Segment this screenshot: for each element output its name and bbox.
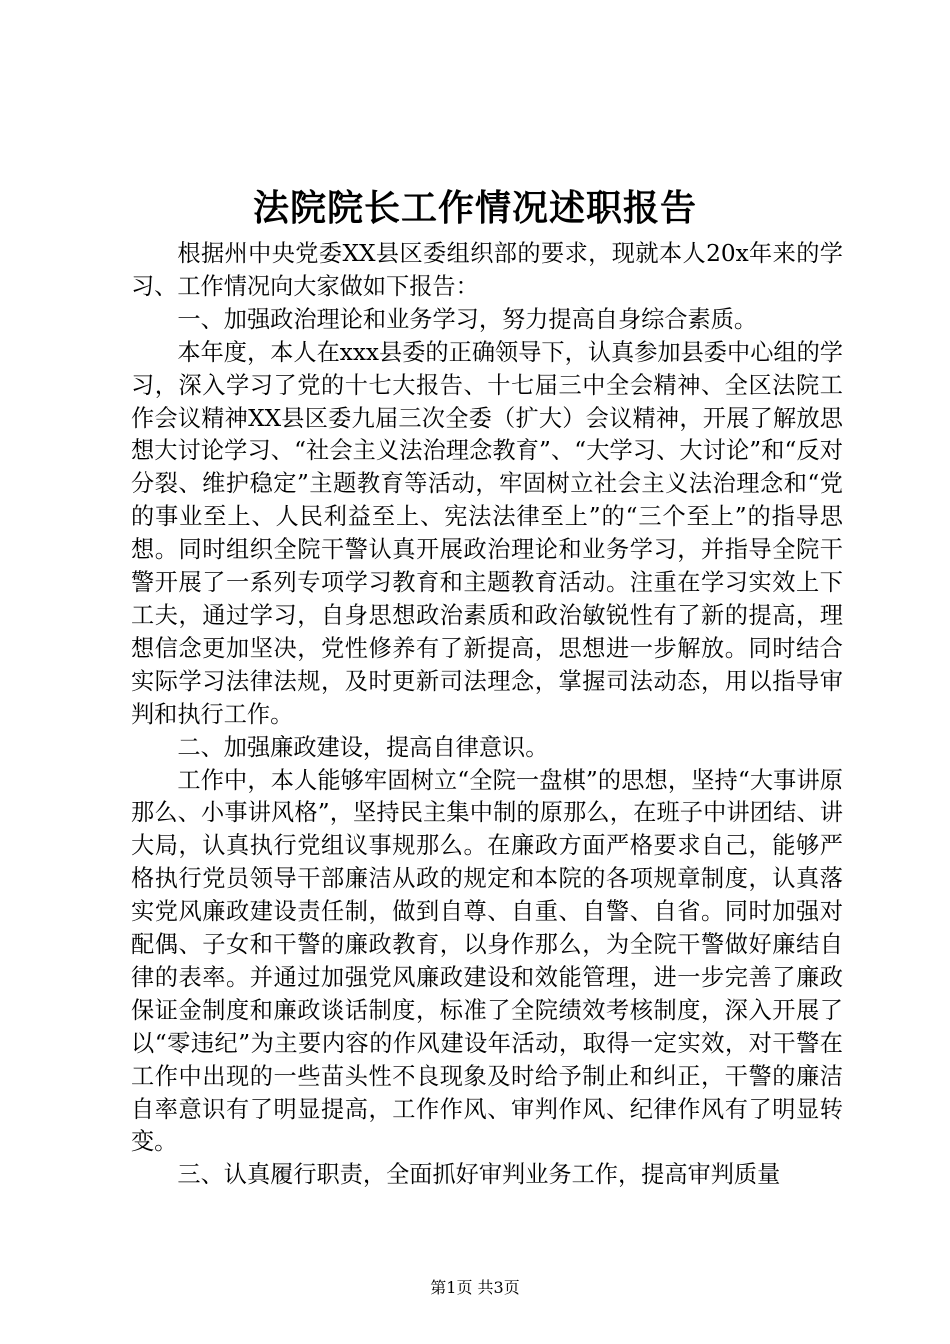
heading-section-3: 三、认真履行职责，全面抓好审判业务工作，提高审判质量 [177,1161,781,1189]
paragraph-section-1: 本年度，本人在xxx县委的正确领导下，认真参加县委中心组的学习，深入学习了党的十七大报告、十七届三中全会精神、全区法院工作会议精神XX县区委九届三次全委（扩大）会议精神，开展了解放思想大讨论学习、“社会主义法治理念教育”、“大学习、大讨论”和“反对分裂、维护稳定”主题教育等活动，牢固树立社会主义法治理念和“党的事业至上、人民利益至上、宪法法律至上”的“三个至上”的指导思想。同时组织全院干警认真开展政治理论和业务学习，并指导全院干警开展了一系列专项学习教育和主题教育活动。注重在学习实效上下工夫，通过学习，自身思想政治素质和政治敏锐性有了新的提高，理想信念更加坚决，党性修养有了新提高，思想进一步解放。同时结合实际学习法律法规，及时更新司法理念，掌握司法动态，用以指导审判和执行工作。 [131,338,843,728]
heading-section-2: 二、加强廉政建设，提高自律意识。 [177,733,549,761]
document-body [131,238,843,1192]
heading-section-1: 一、加强政治理论和业务学习，努力提高自身综合素质。 [177,305,758,333]
paragraph-section-2: 工作中，本人能够牢固树立“全院一盘棋”的思想，坚持“大事讲原那么、小事讲风格”，坚持民主集中制的原那么，在班子中讲团结、讲大局，认真执行党组议事规那么。在廉政方面严格要求自己，能够严格执行党员领导干部廉洁从政的规定和本院的各项规章制度，认真落实党风廉政建设责任制，做到自尊、自重、自警、自省。同时加强对配偶、子女和干警的廉政教育，以身作那么，为全院干警做好廉结自律的表率。并通过加强党风廉政建设和效能管理，进一步完善了廉政保证金制度和廉政谈话制度，标准了全院绩效考核制度，深入开展了以“零违纪”为主要内容的作风建设年活动，取得一定实效，对干警在工作中出现的一些苗头性不良现象及时给予制止和纠正，干警的廉洁自率意识有了明显提高，工作作风、审判作风、纪律作风有了明显转变。 [131,766,843,1156]
document-title: 法院院长工作情况述职报告 [252,187,697,229]
page-footer: 第1页 共3页 [430,1278,520,1297]
paragraph-intro: 根据州中央党委XX县区委组织部的要求，现就本人20x年来的学习、工作情况向大家做如下报告： [131,240,843,300]
